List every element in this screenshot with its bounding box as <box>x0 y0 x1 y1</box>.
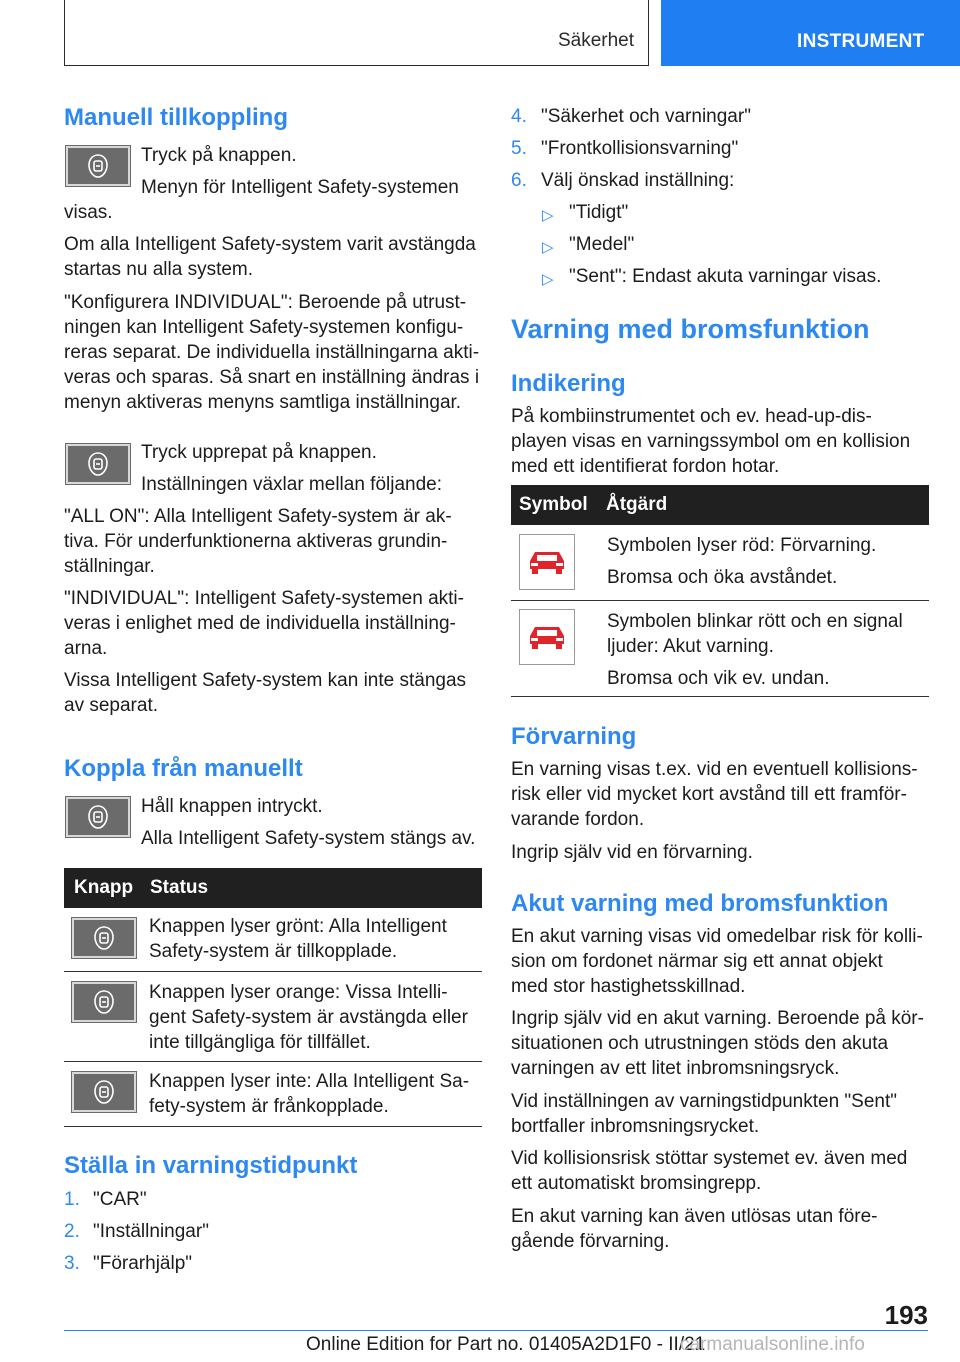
step-number: 3. <box>64 1253 80 1274</box>
text-all-off: Alla Intelligent Safety-system stängs av. <box>141 828 476 849</box>
table-cell-action: Symbolen blinkar rött och en signal <box>607 611 903 632</box>
watermark: carmanualsonline.info <box>680 1334 865 1355</box>
text-paragraph: Ingrip själv vid en förvarning. <box>511 842 753 863</box>
header-section-tab <box>64 0 649 66</box>
text-paragraph: startas nu alla system. <box>64 259 254 280</box>
page-number: 193 <box>884 1300 928 1330</box>
step-text: "Inställningar" <box>93 1221 209 1242</box>
text-paragraph: veras och sparas. Så snart en inställning ändras i <box>64 367 480 388</box>
text-paragraph: risk eller vid mycket kort avstånd till ett framför- <box>511 784 907 805</box>
table-header <box>511 485 929 525</box>
step-number: 1. <box>64 1189 80 1210</box>
step-number: 4. <box>511 106 527 127</box>
heading-pre-warning: Förvarning <box>511 723 637 750</box>
footer-edition: Online Edition for Part no. 01405A2D1F0 - II/21 <box>306 1334 706 1355</box>
step-text: "Frontkollisionsvarning" <box>541 138 739 159</box>
text-paragraph: playen visas en varningssymbol om en kollision <box>511 431 911 452</box>
safety-button-icon <box>72 918 136 958</box>
symbol-action-table <box>511 485 929 697</box>
heading-set-warning-time: Ställa in varningstidpunkt <box>64 1152 358 1179</box>
text-paragraph: varningen av ett litet inbromsningsryck. <box>511 1058 840 1079</box>
header-section-label: Säkerhet <box>557 30 634 51</box>
safety-button-icon <box>66 444 130 484</box>
bullet-triangle-icon: ▷ <box>542 207 554 224</box>
text-paragraph: ställningar. <box>64 556 155 577</box>
table-cell-status: Knappen lyser grönt: Alla Intelligent <box>149 916 447 937</box>
table-cell-status: Knappen lyser orange: Vissa Intelli- <box>149 982 448 1003</box>
text-paragraph: gående förvarning. <box>511 1231 670 1252</box>
table-cell-status: Safety-system är tillkopplade. <box>149 941 398 962</box>
text-paragraph: av separat. <box>64 695 158 716</box>
table-cell-action: Bromsa och vik ev. undan. <box>607 668 830 689</box>
text-paragraph: menyn aktiveras menyns samtliga inställningar. <box>64 392 462 413</box>
text-paragraph: reras separat. De individuella inställningarna akti- <box>64 342 480 363</box>
text-paragraph: Ingrip själv vid en akut varning. Beroende på kör- <box>511 1008 924 1029</box>
text-hold-button: Håll knappen intryckt. <box>141 796 323 817</box>
text-paragraph: Vid inställningen av varningstidpunkten "Sent" <box>511 1091 898 1112</box>
text-paragraph: med stor hastighetsskillnad. <box>511 976 746 997</box>
safety-button-icon <box>72 982 136 1022</box>
step-text: "Förarhjälp" <box>93 1253 193 1274</box>
table-header-button: Knapp <box>74 877 134 898</box>
step-number: 2. <box>64 1221 80 1242</box>
table-cell-status: fety-system är frånkopplade. <box>149 1096 389 1117</box>
table-row <box>64 1062 482 1127</box>
text-paragraph: Vid kollisionsrisk stöttar systemet ev. även med <box>511 1148 908 1169</box>
table-cell-status: inte tillgängliga för tillfället. <box>149 1032 371 1053</box>
text-paragraph: situationen och utrustningen stöds den akuta <box>511 1033 889 1054</box>
table-cell-action: Symbolen lyser röd: Förvarning. <box>607 535 877 556</box>
table-header <box>64 868 482 908</box>
text-paragraph: En akut varning kan även utlösas utan före- <box>511 1206 878 1227</box>
header-chapter-label: INSTRUMENT <box>797 31 925 52</box>
step-text: Välj önskad inställning: <box>541 170 735 191</box>
table-row <box>511 525 929 601</box>
bullet-text: "Medel" <box>569 234 635 255</box>
header-chapter-tab <box>661 0 960 66</box>
footer-divider <box>64 1330 928 1331</box>
heading-manual-activation: Manuell tillkoppling <box>64 104 288 131</box>
text-paragraph: På kombiinstrumentet och ev. head-up-dis- <box>511 406 872 427</box>
text-paragraph: Om alla Intelligent Safety-system varit avstängda <box>64 234 476 255</box>
safety-button-icon <box>66 146 130 186</box>
heading-warning-with-brake: Varning med bromsfunktion <box>511 314 870 344</box>
text-paragraph: "Konfigurera INDIVIDUAL": Beroende på utrust- <box>64 292 467 313</box>
bullet-triangle-icon: ▷ <box>542 271 554 288</box>
text-paragraph: En varning visas t.ex. vid en eventuell kollisions- <box>511 759 918 780</box>
text-paragraph: tiva. För underfunktionerna aktiveras grundin- <box>64 531 448 552</box>
safety-button-icon <box>66 797 130 837</box>
bullet-text: "Tidigt" <box>569 202 629 223</box>
table-cell-status: Knappen lyser inte: Alla Intelligent Sa- <box>149 1071 470 1092</box>
text-paragraph: "INDIVIDUAL": Intelligent Safety-systemen akti- <box>64 588 464 609</box>
text-paragraph: En akut varning visas vid omedelbar risk för kolli- <box>511 926 923 947</box>
heading-deactivate-manually: Koppla från manuellt <box>64 755 303 782</box>
text-paragraph: ett automatiskt bromsingrepp. <box>511 1173 762 1194</box>
step-number: 5. <box>511 138 527 159</box>
text-menu-shown: Menyn för Intelligent Safety-systemen <box>141 177 459 198</box>
text-setting-toggles: Inställningen växlar mellan följande: <box>141 474 443 495</box>
text-press-repeatedly: Tryck upprepat på knappen. <box>141 442 377 463</box>
safety-button-icon <box>72 1072 136 1112</box>
heading-indication: Indikering <box>511 370 626 397</box>
step-text: "CAR" <box>93 1189 147 1210</box>
table-cell-action: ljuder: Akut varning. <box>607 636 774 657</box>
table-header-status: Status <box>150 877 209 898</box>
button-status-table <box>64 868 482 1127</box>
table-row <box>511 601 929 697</box>
text-paragraph: arna. <box>64 638 108 659</box>
step-text: "Säkerhet och varningar" <box>541 106 751 127</box>
text-paragraph: "ALL ON": Alla Intelligent Safety-system är ak- <box>64 506 452 527</box>
collision-warning-car-icon <box>519 534 575 590</box>
text-press-button: Tryck på knappen. <box>141 145 297 166</box>
text-paragraph: Vissa Intelligent Safety-system kan inte stängas <box>64 670 467 691</box>
bullet-text: "Sent": Endast akuta varningar visas. <box>569 266 882 287</box>
text-paragraph: veras i enlighet med de individuella inställning- <box>64 613 456 634</box>
table-row <box>64 972 482 1062</box>
table-header-symbol: Symbol <box>519 494 588 515</box>
table-cell-action: Bromsa och öka avståndet. <box>607 567 838 588</box>
text-paragraph: varande fordon. <box>511 809 645 830</box>
collision-warning-car-icon <box>519 609 575 665</box>
heading-acute-warning: Akut varning med bromsfunktion <box>511 890 889 917</box>
table-cell-status: gent Safety-system är avstängda eller <box>149 1007 468 1028</box>
table-header-action: Åtgärd <box>606 494 668 515</box>
text-paragraph: sion om fordonet närmar sig ett annat objekt <box>511 951 883 972</box>
text-paragraph: ningen kan Intelligent Safety-systemen konfigu- <box>64 317 464 338</box>
step-number: 6. <box>511 170 527 191</box>
text-paragraph: med ett identifierat fordon hotar. <box>511 456 780 477</box>
text-menu-shown-cont: visas. <box>64 202 113 223</box>
text-paragraph: bortfaller inbromsningsrycket. <box>511 1116 760 1137</box>
table-row <box>64 908 482 972</box>
bullet-triangle-icon: ▷ <box>542 239 554 256</box>
